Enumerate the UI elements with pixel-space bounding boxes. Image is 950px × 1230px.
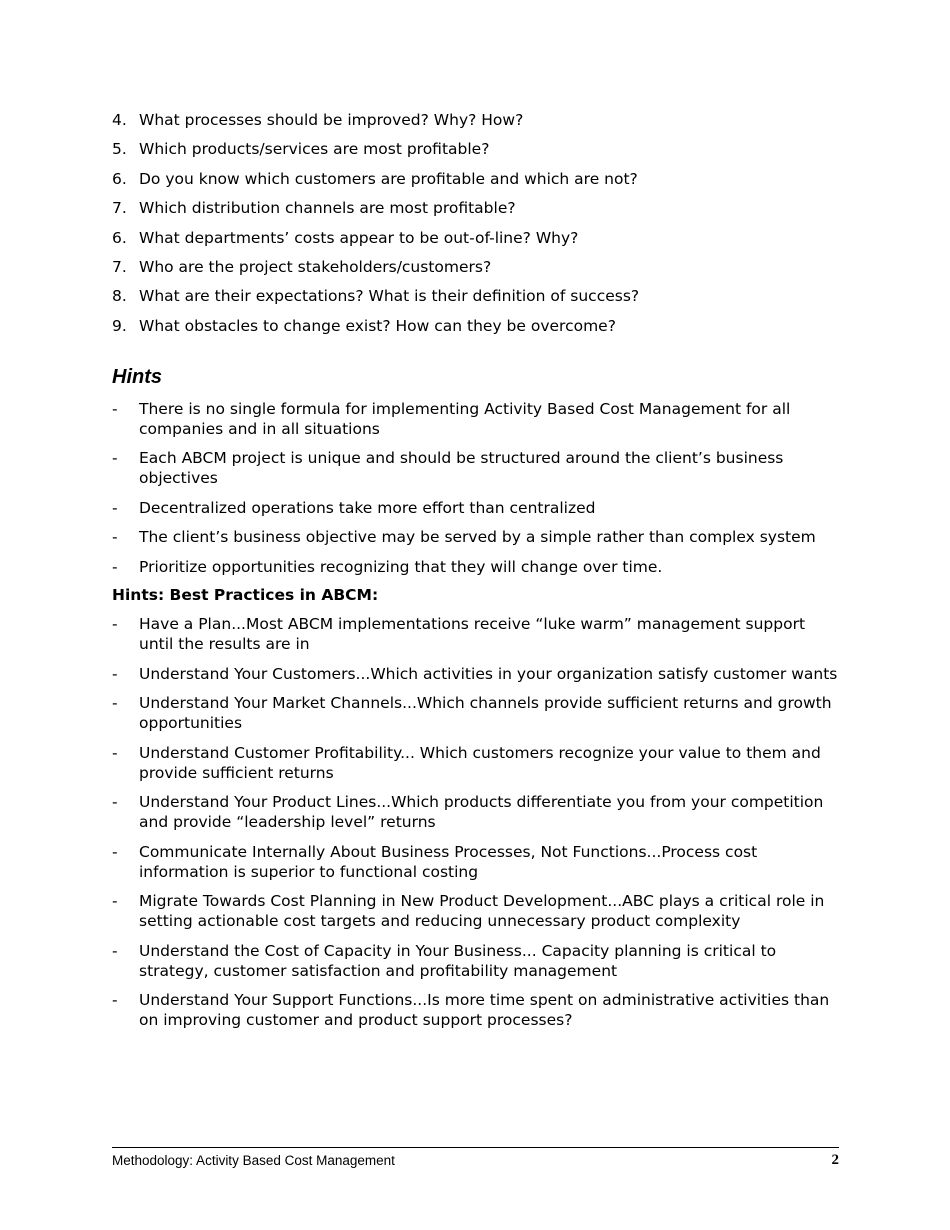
hints-heading: Hints (112, 365, 162, 388)
best-practice-text: Migrate Towards Cost Planning in New Product Development...ABC plays a critical role in setting actionable cost targets and reducing unnecessary product complexity (139, 892, 825, 931)
best-practices-heading: Hints: Best Practices in ABCM: (112, 586, 379, 605)
bullet-dash: - (112, 449, 118, 468)
question-number: 7. (112, 199, 127, 218)
bullet-dash: - (112, 664, 118, 683)
question-item (112, 286, 839, 306)
best-practice-item (112, 792, 839, 832)
best-practice-item (112, 891, 839, 931)
question-number: 8. (112, 287, 127, 306)
question-item (112, 316, 839, 336)
bullet-dash: - (112, 793, 118, 812)
bullet-dash: - (112, 842, 118, 861)
hint-item (112, 399, 839, 439)
hint-item (112, 448, 839, 488)
document-body (112, 110, 839, 1040)
hint-text: Each ABCM project is unique and should be structured around the client’s business objectives (139, 449, 784, 488)
question-number: 9. (112, 316, 127, 335)
best-practice-text: Understand the Cost of Capacity in Your Business... Capacity planning is critical to strategy, customer satisfaction and profitability management (139, 941, 777, 980)
best-practice-item (112, 842, 839, 882)
bullet-dash: - (112, 694, 118, 713)
best-practice-item (112, 990, 839, 1030)
best-practice-text: Have a Plan...Most ABCM implementations receive “luke warm” management support until the results are in (139, 615, 806, 654)
best-practice-text: Understand Customer Profitability... Which customers recognize your value to them and provide sufficient returns (139, 743, 821, 782)
best-practice-text: Understand Your Customers...Which activities in your organization satisfy customer wants (139, 664, 838, 683)
bullet-dash: - (112, 528, 118, 547)
best-practice-text: Communicate Internally About Business Processes, Not Functions...Process cost information is superior to functional costing (139, 842, 758, 881)
question-item (112, 110, 839, 130)
question-text: What departments’ costs appear to be out-of-line? Why? (139, 228, 579, 247)
hint-text: Prioritize opportunities recognizing that they will change over time. (139, 557, 663, 576)
best-practice-item (112, 664, 839, 684)
question-text: Which products/services are most profitable? (139, 140, 490, 159)
bullet-dash: - (112, 615, 118, 634)
hint-text: The client’s business objective may be served by a simple rather than complex system (139, 528, 816, 547)
bullet-dash: - (112, 743, 118, 762)
question-number: 6. (112, 228, 127, 247)
question-text: What are their expectations? What is their definition of success? (139, 287, 640, 306)
question-text: What obstacles to change exist? How can they be overcome? (139, 316, 616, 335)
footer-title: Methodology: Activity Based Cost Management (112, 1153, 395, 1168)
hint-text: Decentralized operations take more effort than centralized (139, 498, 596, 517)
question-item (112, 139, 839, 159)
bullet-dash: - (112, 557, 118, 576)
best-practice-item (112, 941, 839, 981)
question-item (112, 198, 839, 218)
question-number: 7. (112, 257, 127, 276)
question-number: 6. (112, 169, 127, 188)
question-item (112, 257, 839, 277)
hints-list (112, 399, 839, 577)
question-text: Which distribution channels are most profitable? (139, 199, 516, 218)
page-number: 2 (831, 1152, 839, 1168)
question-list (112, 110, 839, 336)
question-text: What processes should be improved? Why? How? (139, 111, 524, 129)
hint-item (112, 557, 839, 577)
question-number: 4. (112, 111, 127, 129)
question-item (112, 169, 839, 189)
best-practice-text: Understand Your Product Lines...Which products differentiate you from your competition and provide “leadership level” returns (139, 793, 824, 832)
bullet-dash: - (112, 991, 118, 1010)
best-practice-item (112, 614, 839, 654)
bullet-dash: - (112, 498, 118, 517)
hint-item (112, 498, 839, 518)
best-practice-text: Understand Your Market Channels...Which channels provide sufficient returns and growth opportunities (139, 694, 832, 733)
best-practice-item (112, 743, 839, 783)
footer-divider (112, 1147, 839, 1148)
question-item (112, 228, 839, 248)
best-practices-list (112, 614, 839, 1030)
question-text: Who are the project stakeholders/customers? (139, 257, 492, 276)
question-text: Do you know which customers are profitable and which are not? (139, 169, 638, 188)
hint-text: There is no single formula for implementing Activity Based Cost Management for all companies and in all situations (139, 399, 791, 438)
question-number: 5. (112, 140, 127, 159)
hint-item (112, 527, 839, 547)
best-practice-text: Understand Your Support Functions...Is more time spent on administrative activities than on improving customer and product support processes? (139, 991, 830, 1030)
bullet-dash: - (112, 399, 118, 418)
best-practice-item (112, 693, 839, 733)
bullet-dash: - (112, 892, 118, 911)
bullet-dash: - (112, 941, 118, 960)
